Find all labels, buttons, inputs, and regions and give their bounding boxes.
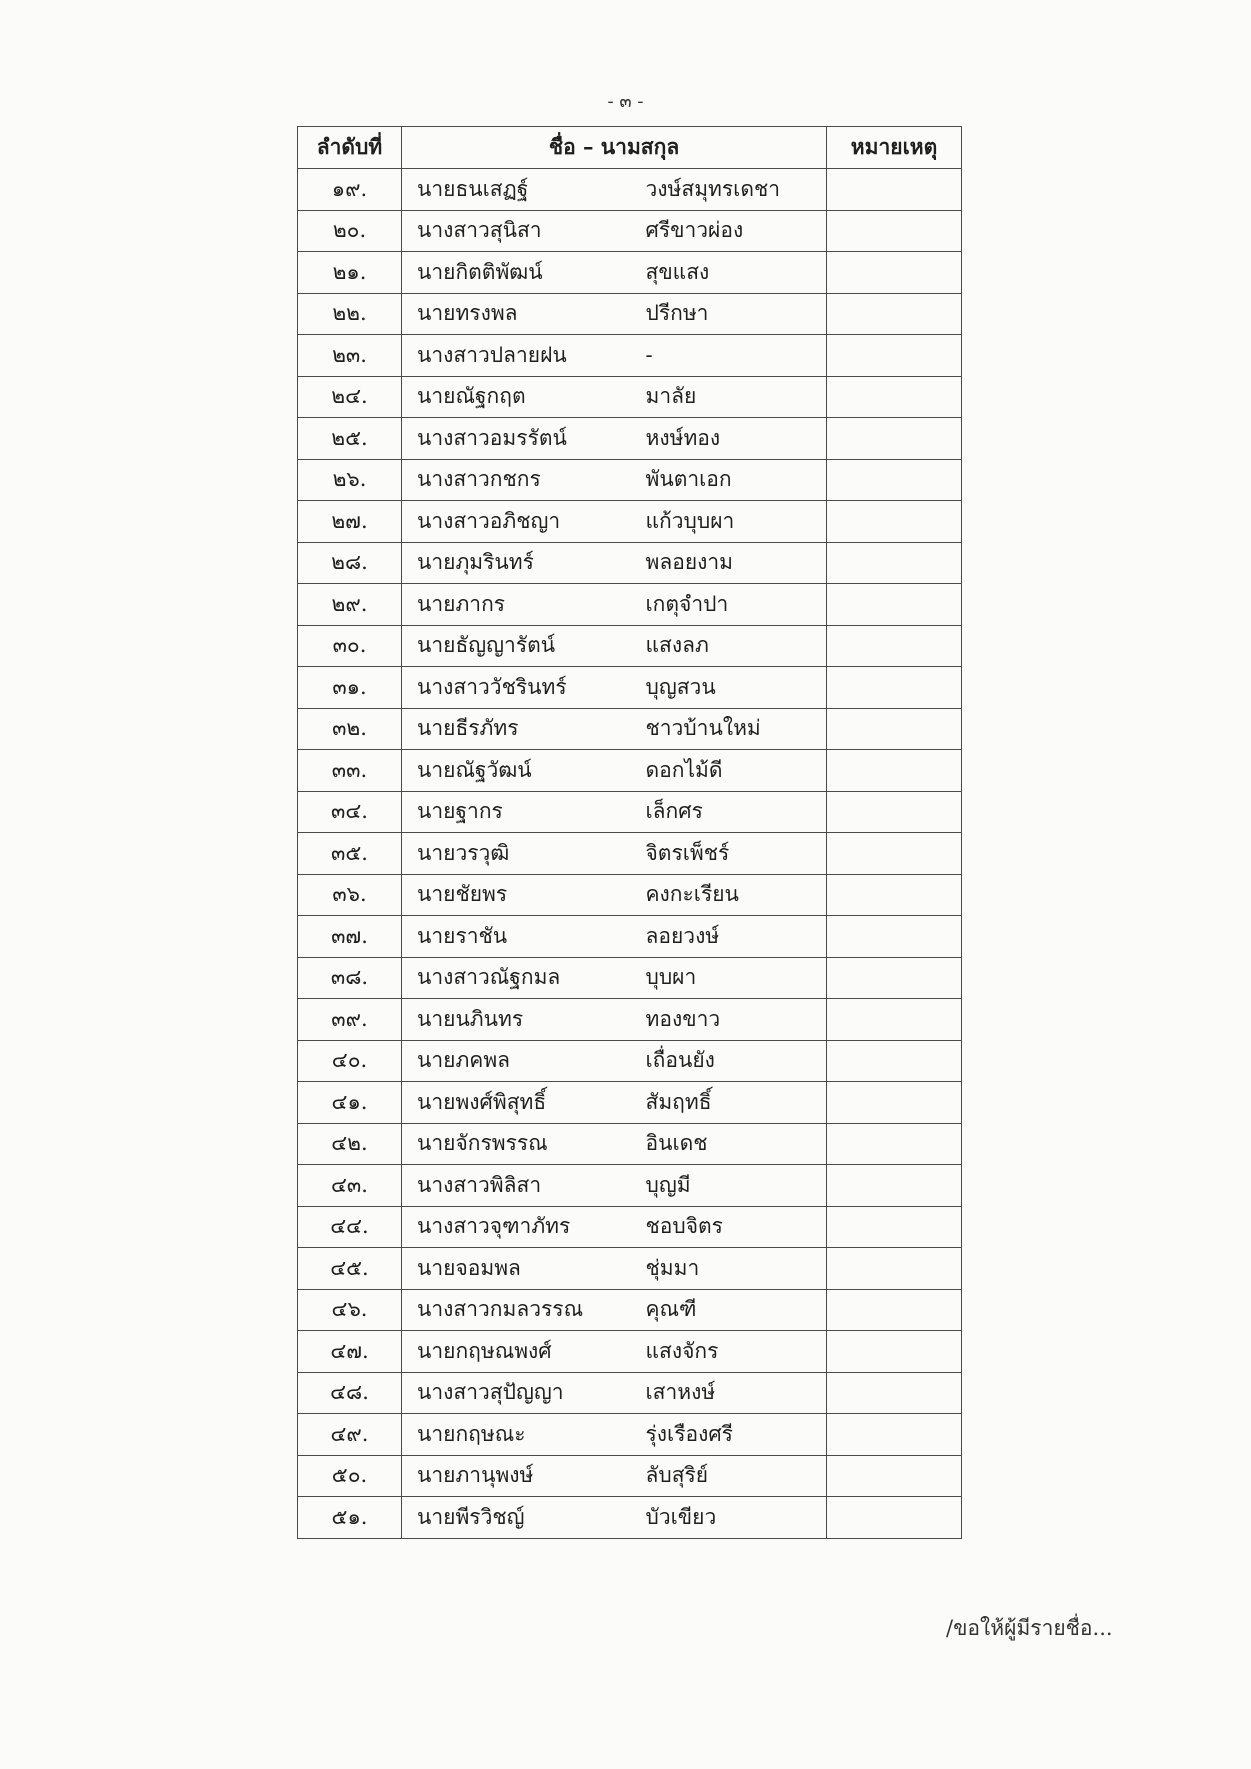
row-number: ๒๑. [298,252,402,294]
row-number: ๒๓. [298,335,402,377]
row-note [827,459,962,501]
row-last-name: วงษ์สมุทรเดชา [614,169,827,211]
row-first-name: นางสาวปลายฝน [402,335,614,377]
row-number: ๔๓. [298,1165,402,1207]
table-row [298,1289,962,1331]
row-note [827,1414,962,1456]
row-first-name: นางสาวสุนิสา [402,210,614,252]
table-row [298,459,962,501]
row-number: ๔๕. [298,1248,402,1290]
row-note [827,1123,962,1165]
row-number: ๒๘. [298,542,402,584]
row-note [827,625,962,667]
row-number: ๕๑. [298,1497,402,1539]
header-name: ชื่อ – นามสกุล [402,127,827,169]
row-last-name: มาลัย [614,376,827,418]
table-row [298,1082,962,1124]
row-first-name: นายราชัน [402,916,614,958]
row-number: ๒๕. [298,418,402,460]
table-row [298,1123,962,1165]
row-number: ๓๑. [298,667,402,709]
row-first-name: นายภากร [402,584,614,626]
row-first-name: นายภคพล [402,1040,614,1082]
row-note [827,501,962,543]
row-last-name: ลับสุริย์ [614,1455,827,1497]
row-number: ๓๕. [298,833,402,875]
row-note [827,791,962,833]
row-last-name: สัมฤทธิ์ [614,1082,827,1124]
row-number: ๓๙. [298,999,402,1041]
table-row [298,957,962,999]
row-number: ๓๘. [298,957,402,999]
row-first-name: นายพีรวิชญ์ [402,1497,614,1539]
row-last-name: ดอกไม้ดี [614,750,827,792]
row-first-name: นางสาวจุฑาภัทร [402,1206,614,1248]
row-last-name: พันตาเอก [614,459,827,501]
table-header-row [298,127,962,169]
table-row [298,584,962,626]
row-note [827,833,962,875]
row-last-name: บุญมี [614,1165,827,1207]
row-number: ๓๖. [298,874,402,916]
row-note [827,252,962,294]
table-body [298,169,962,1539]
table-row [298,1372,962,1414]
row-number: ๕๐. [298,1455,402,1497]
row-note [827,1455,962,1497]
table-row [298,418,962,460]
row-first-name: นางสาวอมรรัตน์ [402,418,614,460]
row-note [827,169,962,211]
row-first-name: นายธีรภัทร [402,708,614,750]
row-number: ๓๓. [298,750,402,792]
row-last-name: บัวเขียว [614,1497,827,1539]
row-note [827,1497,962,1539]
row-number: ๔๒. [298,1123,402,1165]
table-row [298,999,962,1041]
table-row [298,335,962,377]
table-row [298,916,962,958]
row-note [827,1082,962,1124]
row-number: ๔๔. [298,1206,402,1248]
row-note [827,1248,962,1290]
row-note [827,916,962,958]
row-last-name: ปรีกษา [614,293,827,335]
row-first-name: นายฐากร [402,791,614,833]
row-last-name: หงษ์ทอง [614,418,827,460]
header-note: หมายเหตุ [827,127,962,169]
row-note [827,376,962,418]
table-row [298,625,962,667]
row-number: ๒๔. [298,376,402,418]
row-number: ๔๑. [298,1082,402,1124]
row-last-name: บุญสวน [614,667,827,709]
row-last-name: พลอยงาม [614,542,827,584]
row-note [827,584,962,626]
row-note [827,1289,962,1331]
row-first-name: นายกิตติพัฒน์ [402,252,614,294]
row-last-name: แสงจักร [614,1331,827,1373]
row-last-name: เสาหงษ์ [614,1372,827,1414]
row-first-name: นางสาวอภิชญา [402,501,614,543]
row-first-name: นายธัญญารัตน์ [402,625,614,667]
row-note [827,1206,962,1248]
row-last-name: ชาวบ้านใหม่ [614,708,827,750]
table-row [298,708,962,750]
table-row [298,1165,962,1207]
row-first-name: นางสาวณัฐกมล [402,957,614,999]
name-list-table [297,126,962,1539]
row-number: ๔๘. [298,1372,402,1414]
row-last-name: - [614,335,827,377]
row-note [827,1165,962,1207]
row-note [827,418,962,460]
row-number: ๑๙. [298,169,402,211]
row-number: ๔๖. [298,1289,402,1331]
row-last-name: เถื่อนยัง [614,1040,827,1082]
row-number: ๒๐. [298,210,402,252]
row-note [827,708,962,750]
row-last-name: ลอยวงษ์ [614,916,827,958]
row-last-name: สุขแสง [614,252,827,294]
header-number: ลำดับที่ [298,127,402,169]
row-last-name: เล็กศร [614,791,827,833]
row-note [827,542,962,584]
row-first-name: นายณัฐกฤต [402,376,614,418]
row-first-name: นายจักรพรรณ [402,1123,614,1165]
row-first-name: นางสาววัชรินทร์ [402,667,614,709]
table-row [298,210,962,252]
table-row [298,252,962,294]
table-row [298,1206,962,1248]
row-note [827,293,962,335]
row-last-name: คงกะเรียน [614,874,827,916]
row-first-name: นายชัยพร [402,874,614,916]
row-note [827,999,962,1041]
table-row [298,169,962,211]
table-row [298,293,962,335]
row-last-name: ชุ่มมา [614,1248,827,1290]
table-row [298,750,962,792]
row-note [827,667,962,709]
table-row [298,874,962,916]
row-last-name: แก้วบุบผา [614,501,827,543]
row-last-name: ศรีขาวผ่อง [614,210,827,252]
row-number: ๔๗. [298,1331,402,1373]
row-first-name: นายวรวุฒิ [402,833,614,875]
row-first-name: นางสาวกชกร [402,459,614,501]
table-row [298,376,962,418]
row-number: ๓๔. [298,791,402,833]
row-number: ๓๐. [298,625,402,667]
row-first-name: นางสาวพิลิสา [402,1165,614,1207]
row-number: ๒๖. [298,459,402,501]
row-note [827,210,962,252]
table-row [298,1040,962,1082]
row-last-name: แสงลภ [614,625,827,667]
footer-continuation-note: /ขอให้ผู้มีรายชื่อ... [946,1616,1113,1640]
table-row [298,1248,962,1290]
row-number: ๓๒. [298,708,402,750]
table-row [298,1331,962,1373]
row-first-name: นายภุมรินทร์ [402,542,614,584]
row-first-name: นายธนเสฏฐ์ [402,169,614,211]
row-note [827,1040,962,1082]
table-row [298,791,962,833]
row-first-name: นายณัฐวัฒน์ [402,750,614,792]
row-note [827,1331,962,1373]
row-number: ๒๙. [298,584,402,626]
row-note [827,874,962,916]
row-number: ๓๗. [298,916,402,958]
row-first-name: นายจอมพล [402,1248,614,1290]
row-last-name: จิตรเพ็ชร์ [614,833,827,875]
row-first-name: นางสาวกมลวรรณ [402,1289,614,1331]
row-first-name: นายทรงพล [402,293,614,335]
table-row [298,1414,962,1456]
table-row [298,1455,962,1497]
row-last-name: รุ่งเรืองศรี [614,1414,827,1456]
row-number: ๔๐. [298,1040,402,1082]
row-first-name: นายพงศ์พิสุทธิ์ [402,1082,614,1124]
row-note [827,957,962,999]
row-number: ๒๗. [298,501,402,543]
row-first-name: นายนภินทร [402,999,614,1041]
row-last-name: ชอบจิตร [614,1206,827,1248]
table-row [298,667,962,709]
row-note [827,750,962,792]
page-number: - ๓ - [607,91,644,112]
table-row [298,542,962,584]
row-last-name: เกตุจำปา [614,584,827,626]
table-row [298,833,962,875]
row-first-name: นายภานุพงษ์ [402,1455,614,1497]
row-first-name: นายกฤษณพงศ์ [402,1331,614,1373]
row-number: ๔๙. [298,1414,402,1456]
table-row [298,1497,962,1539]
table-row [298,501,962,543]
row-last-name: ทองขาว [614,999,827,1041]
row-last-name: อินเดช [614,1123,827,1165]
row-first-name: นางสาวสุปัญญา [402,1372,614,1414]
row-first-name: นายกฤษณะ [402,1414,614,1456]
row-number: ๒๒. [298,293,402,335]
row-note [827,335,962,377]
row-last-name: บุบผา [614,957,827,999]
row-last-name: คุณฑี [614,1289,827,1331]
row-note [827,1372,962,1414]
